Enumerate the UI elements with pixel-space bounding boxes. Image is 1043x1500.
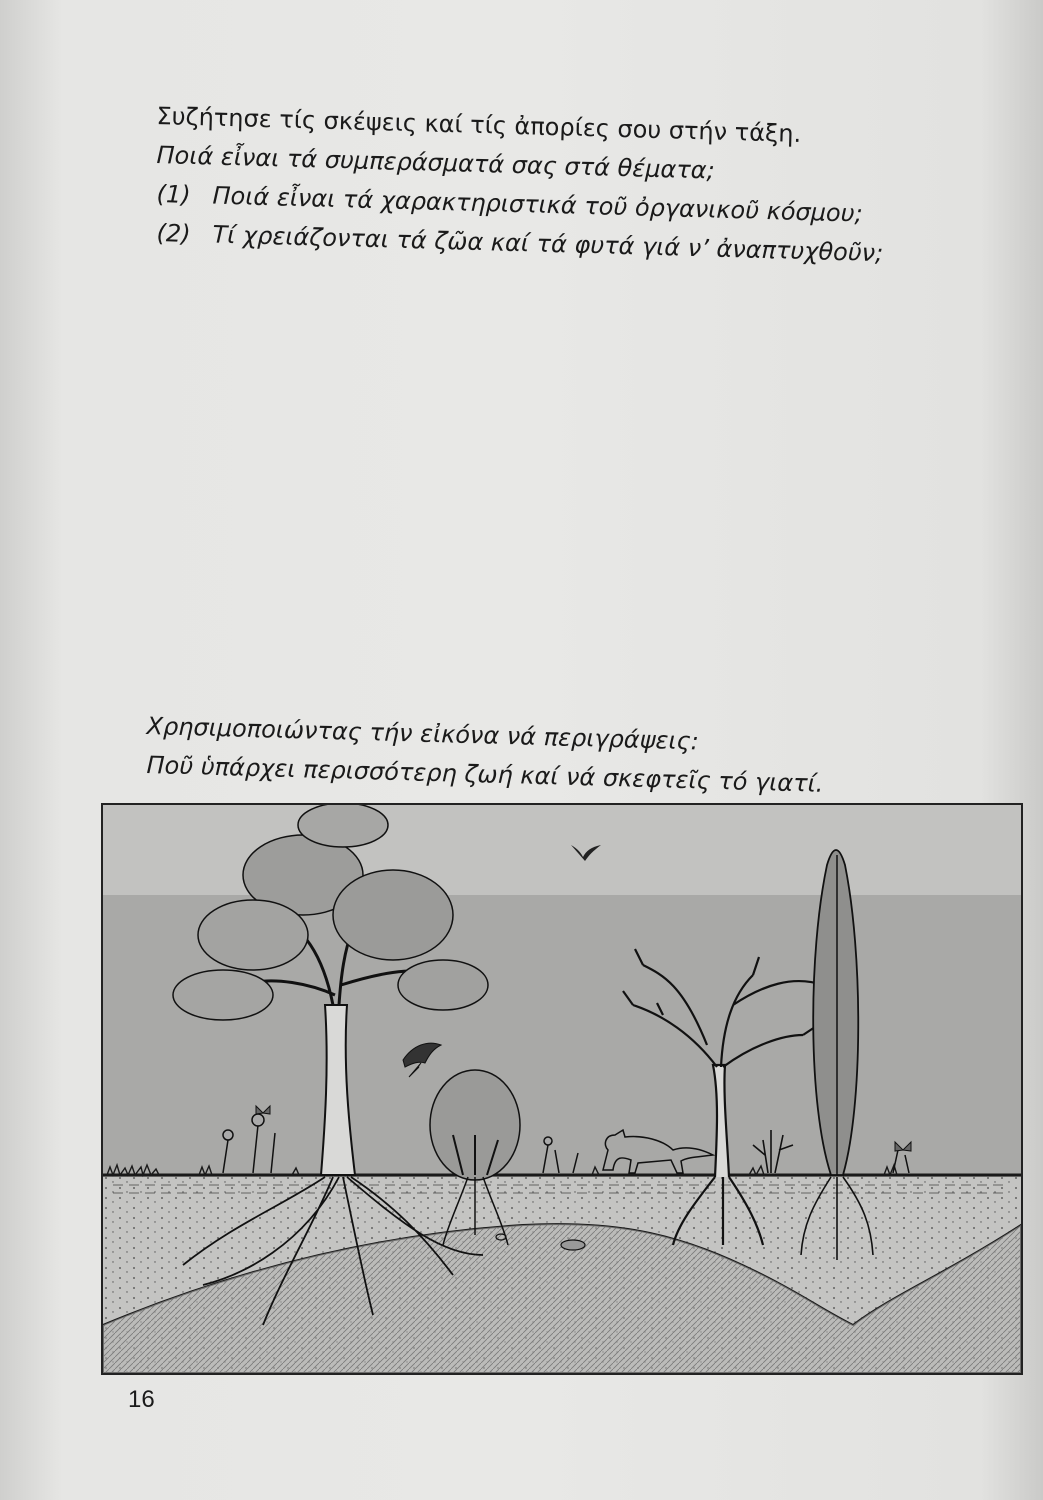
ecosystem-illustration bbox=[101, 803, 1023, 1375]
discussion-intro: Συζήτησε τίς σκέψεις καί τίς ἀπορίες σου στήν τάξη. bbox=[156, 102, 802, 148]
question-number: (1) bbox=[156, 180, 191, 209]
question-item-1 bbox=[156, 180, 863, 228]
question-number: (2) bbox=[156, 219, 191, 248]
ecosystem-drawing bbox=[103, 805, 1021, 1373]
stone bbox=[561, 1240, 585, 1250]
questions-heading: Ποιά εἶναι τά συμπεράσματά σας στά θέματα; bbox=[156, 141, 716, 185]
page-number: 16 bbox=[128, 1386, 155, 1413]
sky-upper bbox=[103, 805, 1021, 895]
question-item-2 bbox=[156, 219, 883, 267]
question-text: Ποιά εἶναι τά χαρακτηριστικά τοῦ ὀργανικοῦ κόσμου; bbox=[212, 181, 864, 228]
exercise-instruction: Χρησιμοποιώντας τήν εἰκόνα νά περιγράψεις: bbox=[146, 712, 700, 756]
show-through-text bbox=[140, 490, 1000, 523]
question-text: Τί χρειάζονται τά ζῶα καί τά φυτά γιά ν’ ἀναπτυχθοῦν; bbox=[212, 220, 884, 268]
exercise-question: Ποῦ ὑπάρχει περισσότερη ζωή καί νά σκεφτεῖς τό γιατί. bbox=[146, 751, 824, 798]
